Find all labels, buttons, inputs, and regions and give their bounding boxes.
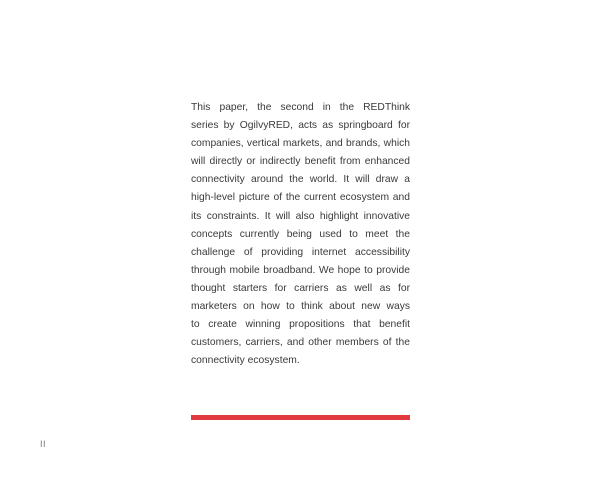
intro-line: concepts currently being used to meet the (191, 228, 410, 240)
intro-line: connectivity ecosystem. (191, 355, 300, 367)
intro-line: its constraints. It will also highlight innovative (191, 210, 410, 222)
accent-divider (191, 415, 410, 420)
intro-line: companies, vertical markets, and brands, which (191, 138, 410, 150)
intro-line: will directly or indirectly benefit from enhanced (191, 156, 410, 168)
intro-line: challenge of providing internet accessibility (191, 246, 410, 258)
intro-line: through mobile broadband. We hope to provide (191, 264, 410, 276)
intro-line: series by OgilvyRED, acts as springboard for (191, 120, 410, 132)
intro-line: to create winning propositions that benefit (191, 319, 410, 331)
intro-line: marketers on how to think about new ways (191, 301, 410, 313)
intro-line: thought starters for carriers as well as for (191, 282, 410, 294)
intro-line: high-level picture of the current ecosystem and (191, 192, 410, 204)
intro-paragraph (191, 99, 410, 370)
intro-line: This paper, the second in the REDThink (191, 102, 410, 113)
intro-line: connectivity around the world. It will draw a (191, 174, 410, 186)
intro-line: customers, carriers, and other members of the (191, 337, 410, 349)
page-number: II (40, 439, 47, 449)
